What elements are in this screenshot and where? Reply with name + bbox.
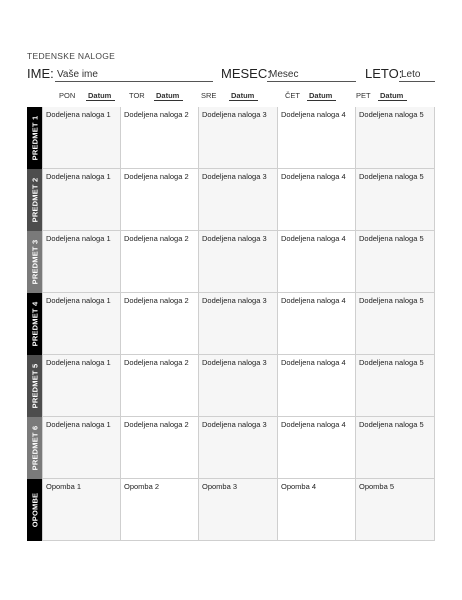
grid-cell[interactable] bbox=[121, 417, 199, 479]
grid-row bbox=[27, 417, 435, 479]
day-date[interactable]: Datum bbox=[86, 91, 115, 101]
row-label-text: PREDMET 6 bbox=[30, 425, 39, 471]
grid-cell[interactable] bbox=[199, 107, 278, 169]
grid-cell[interactable] bbox=[42, 107, 121, 169]
row-label-text: PREDMET 3 bbox=[30, 239, 39, 285]
day-name: ČET bbox=[285, 91, 300, 100]
row-label bbox=[27, 355, 42, 417]
cell-text: Dodeljena naloga 3 bbox=[202, 420, 267, 429]
header-fields bbox=[27, 66, 435, 82]
grid-cell[interactable] bbox=[199, 231, 278, 293]
grid-row bbox=[27, 293, 435, 355]
cell-text: Opomba 5 bbox=[359, 482, 395, 491]
grid-row bbox=[27, 231, 435, 293]
grid-cell[interactable] bbox=[121, 107, 199, 169]
grid-row bbox=[27, 169, 435, 231]
year-label: LETO: bbox=[365, 66, 403, 81]
cell-text: Dodeljena naloga 5 bbox=[359, 234, 424, 243]
cell-text: Dodeljena naloga 4 bbox=[281, 172, 346, 181]
grid-cell[interactable] bbox=[356, 231, 435, 293]
cell-text: Dodeljena naloga 5 bbox=[359, 172, 424, 181]
name-field[interactable] bbox=[27, 66, 217, 82]
grid-cell[interactable] bbox=[278, 293, 356, 355]
month-value[interactable]: Mesec bbox=[267, 69, 356, 82]
day-date[interactable]: Datum bbox=[307, 91, 336, 101]
day-name: TOR bbox=[129, 91, 145, 100]
row-label bbox=[27, 107, 42, 169]
grid-cell[interactable] bbox=[356, 293, 435, 355]
grid-cell[interactable] bbox=[199, 293, 278, 355]
cell-text: Opomba 1 bbox=[46, 482, 82, 491]
name-label: IME: bbox=[27, 66, 54, 81]
day-name: PET bbox=[356, 91, 371, 100]
cell-text: Dodeljena naloga 3 bbox=[202, 234, 267, 243]
cell-text: Dodeljena naloga 4 bbox=[281, 358, 346, 367]
cell-text: Dodeljena naloga 2 bbox=[124, 234, 189, 243]
cell-text: Opomba 2 bbox=[124, 482, 160, 491]
cell-text: Dodeljena naloga 3 bbox=[202, 110, 267, 119]
grid-cell[interactable] bbox=[121, 231, 199, 293]
row-label bbox=[27, 479, 42, 541]
grid-row bbox=[27, 355, 435, 417]
cell-text: Dodeljena naloga 1 bbox=[46, 420, 111, 429]
grid-cell[interactable] bbox=[278, 169, 356, 231]
cell-text: Dodeljena naloga 5 bbox=[359, 358, 424, 367]
year-value[interactable]: Leto bbox=[399, 69, 435, 82]
grid-cell[interactable] bbox=[42, 231, 121, 293]
grid-cell[interactable] bbox=[199, 479, 278, 541]
grid-cell[interactable] bbox=[199, 169, 278, 231]
cell-text: Dodeljena naloga 1 bbox=[46, 110, 111, 119]
grid-cell[interactable] bbox=[199, 417, 278, 479]
cell-text: Dodeljena naloga 2 bbox=[124, 358, 189, 367]
cell-text: Dodeljena naloga 4 bbox=[281, 420, 346, 429]
day-date[interactable]: Datum bbox=[378, 91, 407, 101]
day-date[interactable]: Datum bbox=[154, 91, 183, 101]
grid-cell[interactable] bbox=[356, 107, 435, 169]
cell-text: Dodeljena naloga 1 bbox=[46, 296, 111, 305]
grid-row bbox=[27, 107, 435, 169]
cell-text: Dodeljena naloga 2 bbox=[124, 420, 189, 429]
month-label: MESEC: bbox=[221, 66, 271, 81]
grid-cell[interactable] bbox=[121, 293, 199, 355]
grid-cell[interactable] bbox=[42, 355, 121, 417]
day-date[interactable]: Datum bbox=[229, 91, 258, 101]
cell-text: Dodeljena naloga 1 bbox=[46, 358, 111, 367]
grid-cell[interactable] bbox=[42, 169, 121, 231]
day-name: PON bbox=[59, 91, 76, 100]
cell-text: Opomba 4 bbox=[281, 482, 317, 491]
grid-cell[interactable] bbox=[121, 169, 199, 231]
row-label bbox=[27, 293, 42, 355]
document-title: TEDENSKE NALOGE bbox=[27, 51, 116, 61]
row-label bbox=[27, 231, 42, 293]
cell-text: Dodeljena naloga 1 bbox=[46, 172, 111, 181]
year-field[interactable] bbox=[365, 66, 435, 82]
row-label-text: PREDMET 1 bbox=[30, 115, 39, 161]
grid-cell[interactable] bbox=[42, 417, 121, 479]
cell-text: Dodeljena naloga 2 bbox=[124, 110, 189, 119]
grid-cell[interactable] bbox=[42, 479, 121, 541]
cell-text: Dodeljena naloga 5 bbox=[359, 296, 424, 305]
grid-cell[interactable] bbox=[199, 355, 278, 417]
grid-cell[interactable] bbox=[356, 355, 435, 417]
row-label-text: PREDMET 4 bbox=[30, 301, 39, 347]
day-name: SRE bbox=[201, 91, 217, 100]
grid-cell[interactable] bbox=[356, 417, 435, 479]
cell-text: Dodeljena naloga 4 bbox=[281, 234, 346, 243]
cell-text: Dodeljena naloga 3 bbox=[202, 296, 267, 305]
cell-text: Opomba 3 bbox=[202, 482, 238, 491]
cell-text: Dodeljena naloga 5 bbox=[359, 420, 424, 429]
grid-cell[interactable] bbox=[278, 417, 356, 479]
grid-cell[interactable] bbox=[121, 355, 199, 417]
grid-cell[interactable] bbox=[356, 169, 435, 231]
grid-cell[interactable] bbox=[278, 231, 356, 293]
row-label-text: OPOMBE bbox=[30, 492, 39, 528]
grid-cell[interactable] bbox=[278, 107, 356, 169]
cell-text: Dodeljena naloga 2 bbox=[124, 172, 189, 181]
row-label bbox=[27, 169, 42, 231]
grid-cell[interactable] bbox=[278, 479, 356, 541]
grid-row bbox=[27, 479, 435, 541]
cell-text: Dodeljena naloga 2 bbox=[124, 296, 189, 305]
weekday-header bbox=[42, 90, 435, 104]
cell-text: Dodeljena naloga 1 bbox=[46, 234, 111, 243]
name-value[interactable]: Vaše ime bbox=[55, 69, 213, 82]
month-field[interactable] bbox=[221, 66, 361, 82]
grid-cell[interactable] bbox=[278, 355, 356, 417]
row-label bbox=[27, 417, 42, 479]
grid-cell[interactable] bbox=[356, 479, 435, 541]
cell-text: Dodeljena naloga 4 bbox=[281, 296, 346, 305]
cell-text: Dodeljena naloga 5 bbox=[359, 110, 424, 119]
cell-text: Dodeljena naloga 3 bbox=[202, 172, 267, 181]
row-label-text: PREDMET 2 bbox=[30, 177, 39, 223]
grid-cell[interactable] bbox=[121, 479, 199, 541]
cell-text: Dodeljena naloga 3 bbox=[202, 358, 267, 367]
row-label-text: PREDMET 5 bbox=[30, 363, 39, 409]
cell-text: Dodeljena naloga 4 bbox=[281, 110, 346, 119]
grid-cell[interactable] bbox=[42, 293, 121, 355]
